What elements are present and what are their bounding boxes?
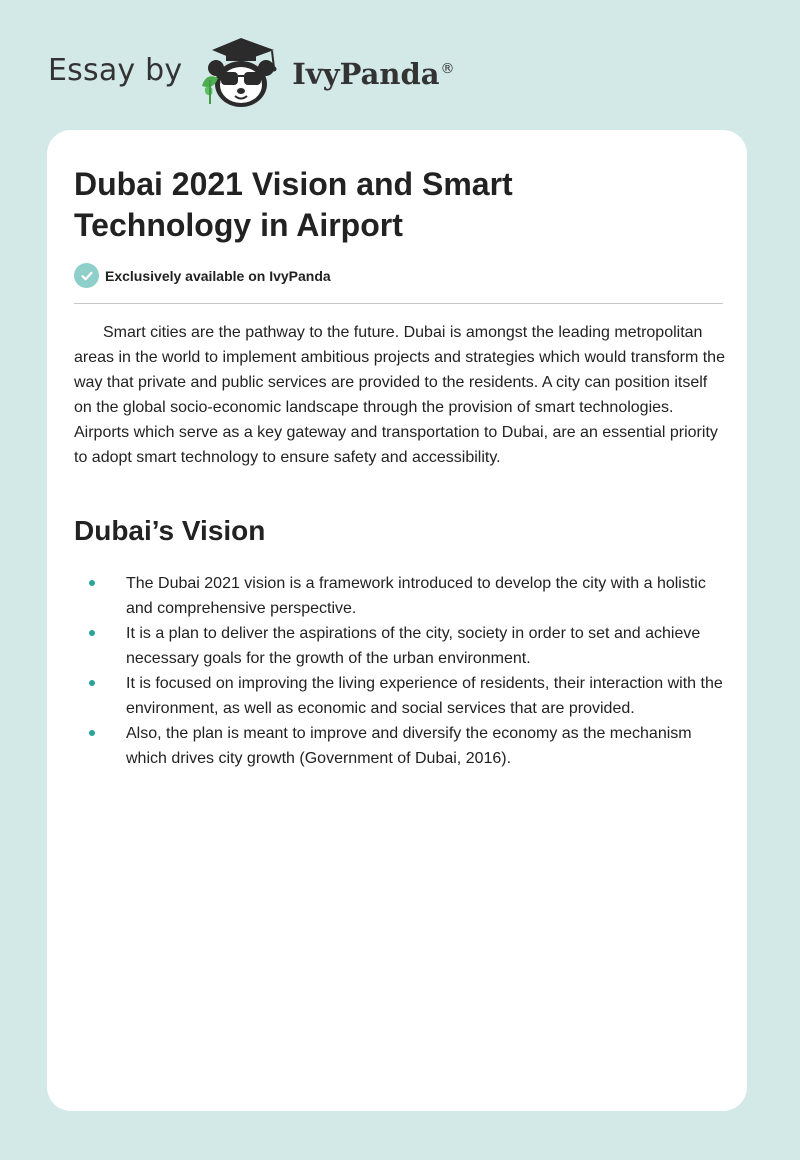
list-item-text: Also, the plan is meant to improve and diversify the economy as the mechanism which drives city growth (Government of Dubai, 2016). xyxy=(126,725,692,767)
list-item xyxy=(74,621,734,671)
brand-name: IvyPanda® xyxy=(292,57,455,91)
list-item xyxy=(74,671,734,721)
bullet-dot-icon xyxy=(89,630,95,636)
ivypanda-logo[interactable] xyxy=(196,34,454,110)
list-item-text: The Dubai 2021 vision is a framework introduced to develop the city with a holistic and comprehensive perspective. xyxy=(126,575,706,617)
check-circle-icon xyxy=(74,263,99,288)
vision-list xyxy=(74,571,734,771)
intro-paragraph: Smart cities are the pathway to the future. Dubai is amongst the leading metropolitan areas in the world to implement ambitious projects and strategies which would transform the way that private and public services are provided to the residents. A city can position itself on the global socio-economic landscape through the provision of smart technologies. Airports which serve as a key gateway and transportation to Dubai, are an essential priority to adopt smart technology to ensure safety and accessibility. xyxy=(74,324,725,466)
essay-card xyxy=(47,130,747,1111)
registered-mark: ® xyxy=(440,61,455,78)
panda-graduate-icon xyxy=(196,34,286,110)
list-item-text: It is a plan to deliver the aspirations of the city, society in order to set and achieve necessary goals for the growth of the urban environment. xyxy=(126,625,701,667)
bullet-dot-icon xyxy=(89,680,95,686)
exclusive-badge xyxy=(74,263,331,288)
essay-by-label: Essay by xyxy=(48,52,183,88)
site-header xyxy=(48,34,455,110)
divider xyxy=(74,303,723,304)
bullet-dot-icon xyxy=(89,730,95,736)
list-item xyxy=(74,721,734,771)
list-item-text: It is focused on improving the living experience of residents, their interaction with the environment, as well as economic and social services that are provided. xyxy=(126,675,723,717)
section-heading: Dubai’s Vision xyxy=(74,515,266,546)
page-title: Dubai 2021 Vision and Smart Technology in Airport xyxy=(74,166,513,243)
list-item xyxy=(74,571,734,621)
badge-label: Exclusively available on IvyPanda xyxy=(105,267,331,284)
bullet-dot-icon xyxy=(89,580,95,586)
